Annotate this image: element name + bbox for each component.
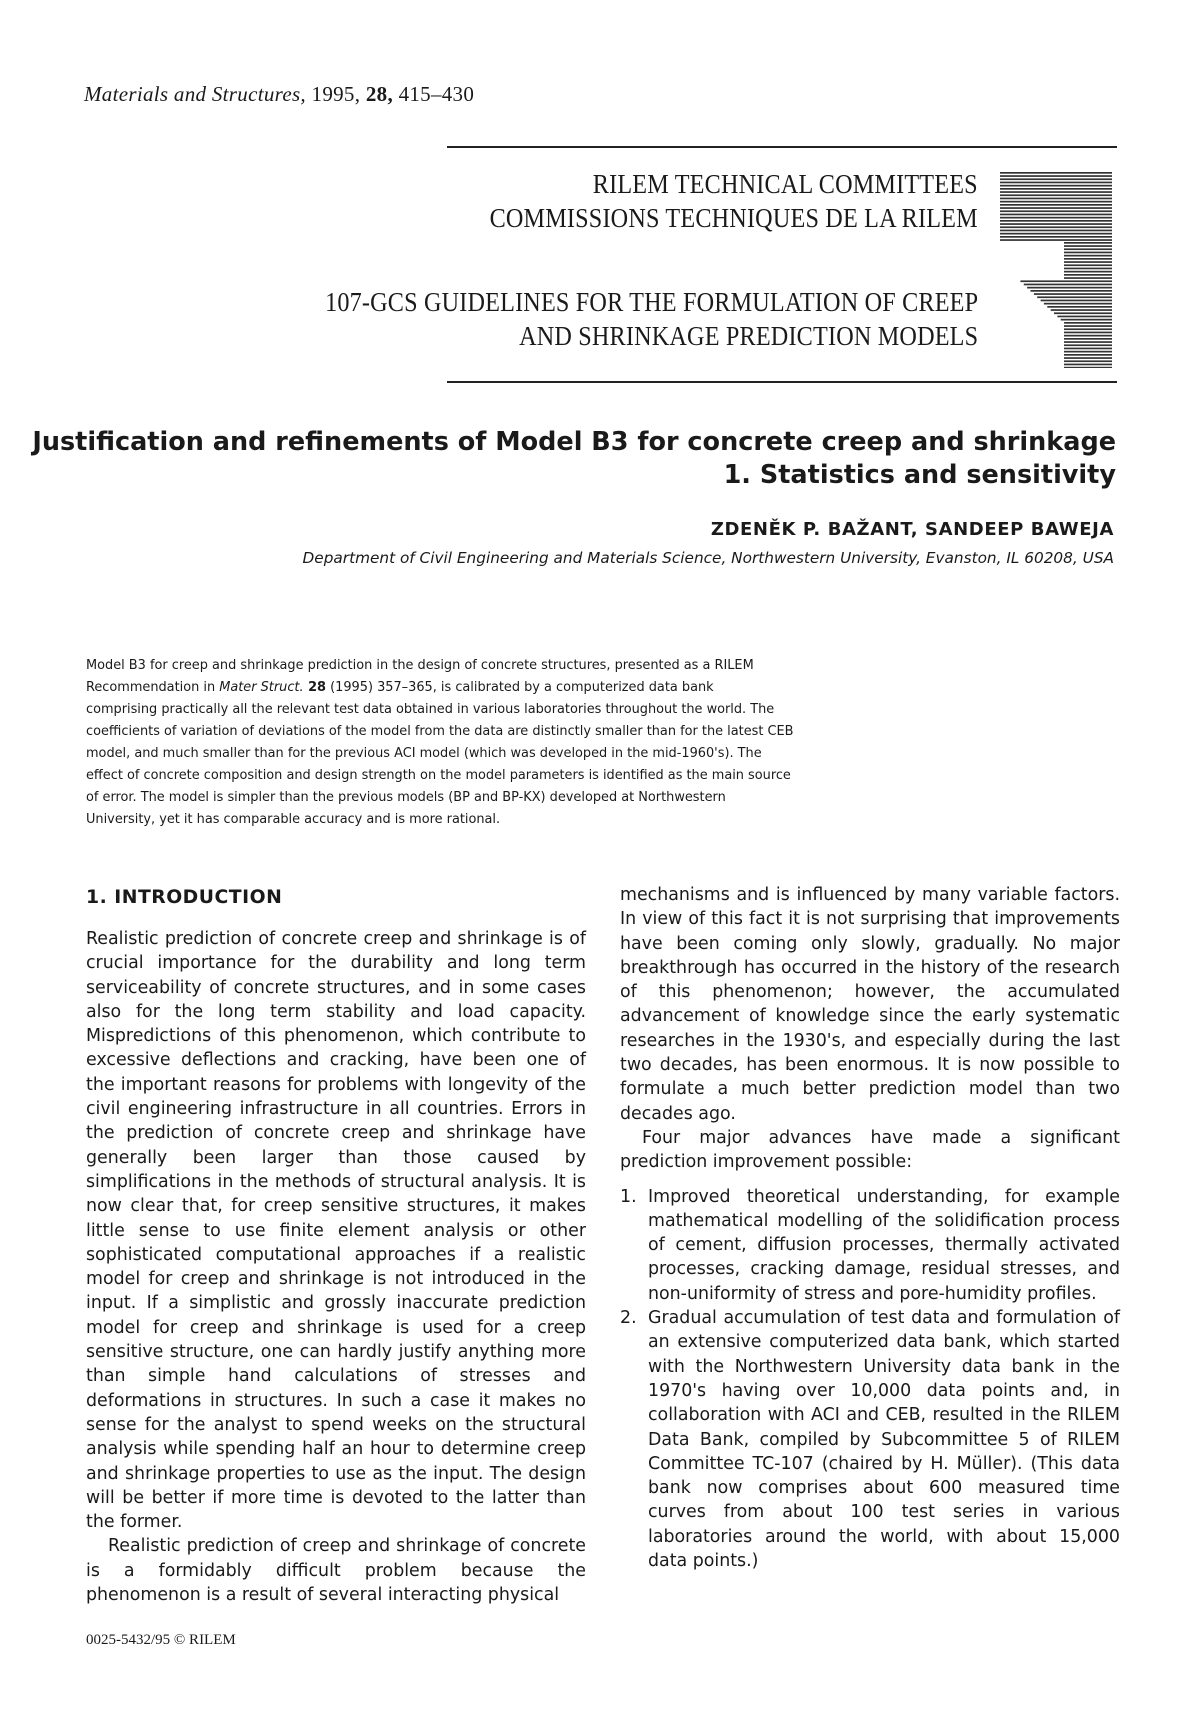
abstract-text: Recommendation in	[86, 680, 220, 695]
paper-title: Justification and refinements of Model B3 for concrete creep and shrinkage	[32, 427, 1116, 457]
committee-line-3: 107-GCS GUIDELINES FOR THE FORMULATION OF CREEP	[324, 286, 978, 317]
list-item-number: 1.	[620, 1186, 637, 1207]
committee-subheading	[325, 285, 978, 353]
header-rule-bottom	[447, 381, 1117, 383]
abstract-line: comprising practically all the relevant test data obtained in various laboratories throughout the world. The	[86, 702, 775, 717]
journal-year: 1995,	[311, 82, 361, 106]
paper-authors: ZDENĚK P. BAŽANT, SANDEEP BAWEJA	[710, 519, 1114, 540]
abstract-line	[86, 677, 936, 699]
abstract	[86, 655, 936, 831]
committee-line-1: RILEM TECHNICAL COMMITTEES	[592, 168, 978, 199]
body-column-right	[620, 883, 1120, 1573]
abstract-text: (1995) 357–365, is calibrated by a computerized data bank	[326, 680, 714, 695]
list-item	[620, 1306, 1120, 1573]
journal-name: Materials and Structures,	[84, 82, 306, 106]
paper-subtitle: 1. Statistics and sensitivity	[723, 460, 1116, 490]
body-paragraph: mechanisms and is influenced by many variable factors. In view of this fact it is not surprising that improvements have been coming only slowly, gradually. No major breakthrough has occurred in the history of the research of this phenomenon; however, the accumulated advancement of knowledge since the early systematic researches in the 1930's, and especially during the last two decades, has been enormous. It is now possible to formulate a much better prediction model than two decades ago.	[620, 885, 1120, 1124]
list-item-text: Improved theoretical understanding, for example mathematical modelling of the solidification process of cement, diffusion processes, thermally activated processes, cracking damage, residual stresses, and non-uniformity of stress and pore-humidity profiles.	[648, 1186, 1120, 1304]
abstract-line: coefficients of variation of deviations of the model from the data are distinctly smaller than for the latest CEB	[86, 724, 794, 739]
list-item	[620, 1185, 1120, 1306]
committee-line-4: AND SHRINKAGE PREDICTION MODELS	[518, 320, 978, 351]
journal-pages: 415–430	[398, 82, 475, 106]
journal-reference	[84, 82, 474, 107]
header-rule-top	[447, 146, 1117, 148]
body-paragraph: Realistic prediction of creep and shrinkage of concrete is a formidably difficult problem because the phenomenon is a result of several interacting physical	[86, 1536, 586, 1606]
body-paragraph: Realistic prediction of concrete creep and shrinkage is of crucial importance for the durability and long term serviceability of concrete structures, and in some cases also for the long term stability and load capacity. Mispredictions of this phenomenon, which contribute to excessive deflections and cracking, have been one of the important reasons for problems with longevity of the civil engineering infrastructure in all countries. Errors in the prediction of concrete creep and shrinkage have generally been larger than those caused by simplifications in the methods of structural analysis. It is now clear that, for creep sensitive structures, it makes little sense to use finite element analysis or other sophisticated computational approaches if a realistic model for creep and shrinkage is not introduced in the input. If a simplistic and grossly inaccurate prediction model for creep and shrinkage is used for a creep sensitive structure, one can hardly justify anything more than simple hand calculations of stresses and deformations in structures. In such a case it makes no sense for the analyst to spend weeks on the structural analysis while spending half an hour to determine creep and shrinkage properties to use as the input. The design will be better if more time is devoted to the latter than the former.	[86, 929, 586, 1533]
list-item-number: 2.	[620, 1308, 637, 1329]
committee-line-2: COMMISSIONS TECHNIQUES DE LA RILEM	[489, 202, 978, 233]
footer-code: 0025-5432/95 © RILEM	[86, 1632, 236, 1648]
abstract-line: model, and much smaller than for the previous ACI model (which was developed in the mid-1960's). The	[86, 746, 762, 761]
body-paragraph: Four major advances have made a significant prediction improvement possible:	[620, 1127, 1120, 1173]
rilem-logo-icon	[1000, 172, 1112, 368]
abstract-line: effect of concrete composition and design strength on the model parameters is identified as the main source	[86, 768, 791, 783]
list-item-text: Gradual accumulation of test data and formulation of an extensive computerized data bank, which started with the Northwestern University data bank in the 1970's having over 10,000 data points and, in collaboration with ACI and CEB, resulted in the RILEM Data Bank, compiled by Subcommittee 5 of RILEM Committee TC-107 (chaired by H. Müller). (This data bank now comprises about 600 measured time curves from about 100 test series in various laboratories around the world, with about 15,000 data points.)	[648, 1308, 1120, 1572]
section-heading-introduction: 1. INTRODUCTION	[86, 887, 283, 908]
abstract-line: University, yet it has comparable accuracy and is more rational.	[86, 812, 501, 827]
journal-volume: 28,	[365, 82, 393, 106]
paper-affiliation: Department of Civil Engineering and Materials Science, Northwestern University, Evanston, IL 60208, USA	[302, 549, 1114, 567]
body-column-left	[86, 883, 586, 1607]
committee-heading	[490, 167, 978, 235]
abstract-journal-citation: Mater Struct.	[219, 680, 304, 695]
advances-list	[620, 1185, 1120, 1574]
abstract-line: Model B3 for creep and shrinkage prediction in the design of concrete structures, presented as a RILEM	[86, 658, 754, 673]
abstract-line: of error. The model is simpler than the previous models (BP and BP-KX) developed at Northwestern	[86, 790, 726, 805]
abstract-volume: 28	[303, 680, 327, 695]
